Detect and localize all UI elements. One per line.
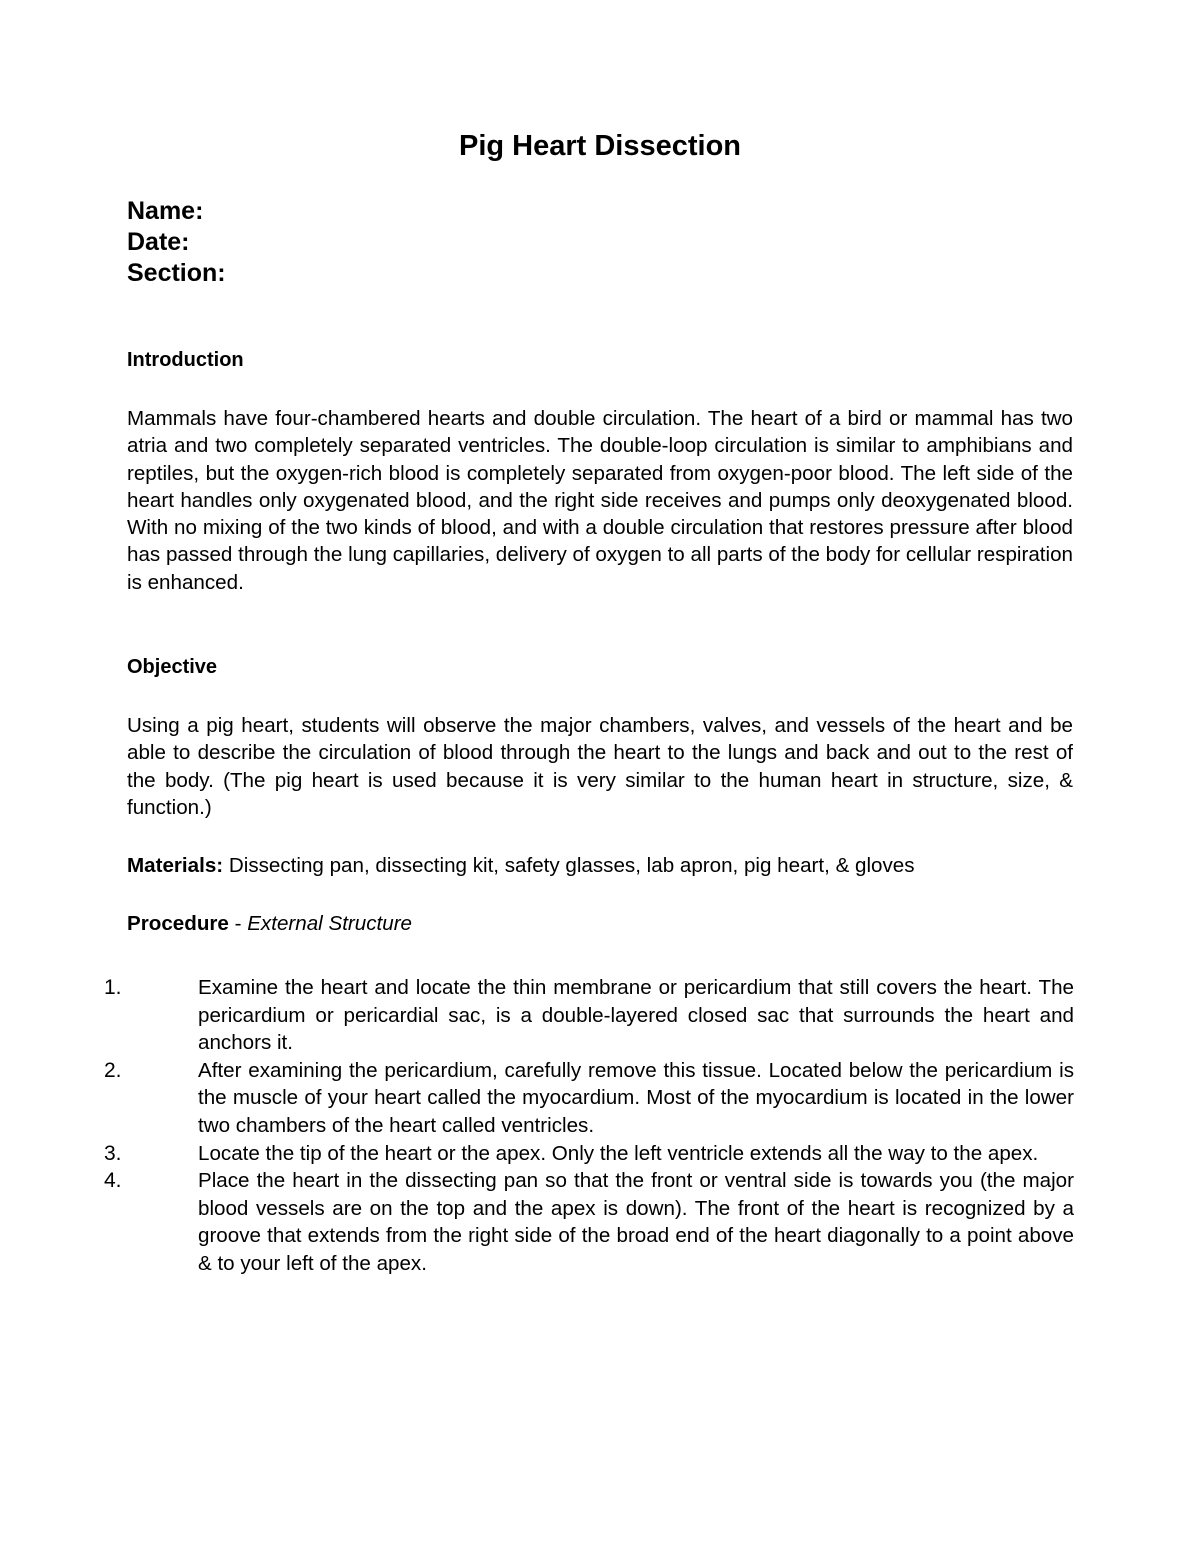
introduction-paragraph: Mammals have four-chambered hearts and double circulation. The heart of a bird or mammal has two atria and two completely separated ventricles. The double-loop circulation is similar to amphibians and reptiles, but the oxygen-rich blood is completely separated from oxygen-poor blood. The left side of the heart handles only oxygenated blood, and the right side receives and pumps only deoxygenated blood. With no mixing of the two kinds of blood, and with a double circulation that restores pressure after blood has passed through the lung capillaries, delivery of oxygen to all parts of the body for cellular respiration is enhanced. [127, 407, 1073, 594]
materials-line [127, 852, 1073, 880]
step-text: Examine the heart and locate the thin membrane or pericardium that still covers the heart. The pericardium or pericardial sac, is a double-layered closed sac that surrounds the heart and anchors it. [198, 976, 1074, 1055]
name-field-label: Name: [127, 197, 204, 225]
procedure-step [104, 974, 1074, 1057]
step-text: After examining the pericardium, carefully remove this tissue. Located below the pericardium is the muscle of your heart called the myocardium. Most of the myocardium is located in the lower two chambers of the heart called ventricles. [198, 1058, 1074, 1137]
date-field-label: Date: [127, 228, 190, 256]
procedure-steps-list [104, 974, 1074, 1278]
materials-label: Materials: [127, 854, 224, 877]
introduction-heading: Introduction [127, 349, 244, 371]
step-number: 4. [104, 1169, 122, 1193]
step-number: 1. [104, 976, 122, 999]
procedure-label: Procedure [127, 912, 229, 935]
step-number: 3. [104, 1141, 122, 1165]
procedure-step [104, 1057, 1074, 1140]
procedure-heading [127, 910, 1073, 938]
procedure-step [104, 1167, 1074, 1277]
objective-heading: Objective [127, 656, 218, 678]
step-text: Place the heart in the dissecting pan so that the front or ventral side is towards you (the major blood vessels are on the top and the apex is down). The front of the heart is recognized by a groove that extends from the right side of the broad end of the heart diagonally to a point above & to your left of the apex. [198, 1169, 1074, 1275]
step-number: 2. [104, 1058, 122, 1082]
materials-text: Dissecting pan, dissecting kit, safety glasses, lab apron, pig heart, & gloves [223, 854, 915, 877]
student-info-fields [127, 196, 727, 289]
procedure-separator: - [228, 912, 248, 935]
objective-paragraph: Using a pig heart, students will observe the major chambers, valves, and vessels of the heart and be able to describe the circulation of blood through the heart to the lungs and back and out to the rest of the body. (The pig heart is used because it is very similar to the human heart in structure, size, & function.) [127, 714, 1073, 819]
procedure-step [104, 1140, 1074, 1168]
procedure-subtitle: External Structure [247, 912, 413, 935]
section-field-label: Section: [127, 259, 226, 287]
document-title: Pig Heart Dissection [458, 130, 742, 162]
step-text: Locate the tip of the heart or the apex. Only the left ventricle extends all the way to the apex. [198, 1141, 1039, 1165]
